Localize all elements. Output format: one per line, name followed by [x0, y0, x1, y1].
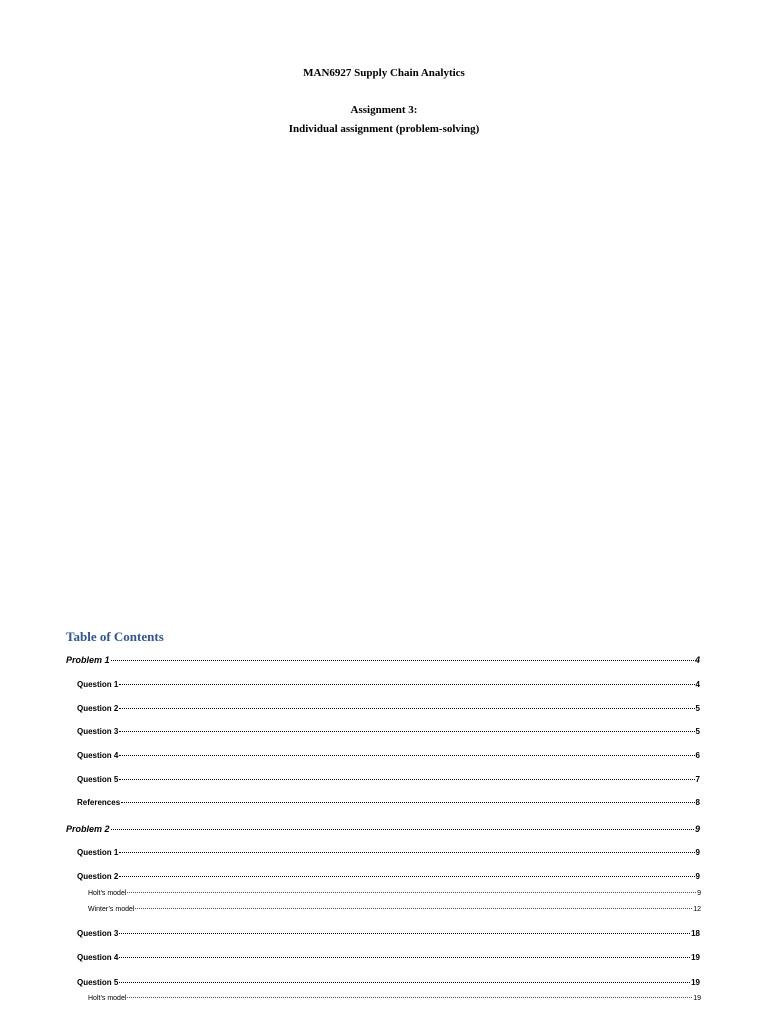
toc-entry-label: References: [77, 798, 121, 807]
assignment-title: Assignment 3:: [350, 104, 418, 116]
toc-leader-dots: [119, 754, 694, 756]
toc-entry-page: 8: [695, 798, 700, 807]
toc-entry-page: 5: [695, 727, 700, 736]
toc-entry-label: Question 1: [77, 848, 119, 857]
toc-entry-question[interactable]: [77, 848, 700, 857]
toc-entry-page: 4: [695, 680, 700, 689]
toc-entry-question[interactable]: [77, 872, 700, 881]
toc-heading: Table of Contents: [66, 629, 164, 644]
course-title: MAN6927 Supply Chain Analytics: [303, 67, 465, 79]
toc-entry-label: Problem 2: [66, 824, 110, 834]
toc-entry-label: Question 4: [77, 751, 119, 760]
toc-entry-page: 6: [695, 751, 700, 760]
toc-entry-label: Question 3: [77, 929, 119, 938]
assignment-subtitle: Individual assignment (problem-solving): [288, 123, 480, 135]
toc-entry-label: Question 1: [77, 680, 119, 689]
toc-entry-page: 5: [695, 704, 700, 713]
toc-leader-dots: [119, 683, 694, 685]
toc-entry-subsection[interactable]: [88, 995, 701, 1002]
toc-entry-label: Holt’s model: [88, 995, 127, 1002]
toc-entry-page: 9: [694, 824, 700, 834]
toc-entry-page: 9: [695, 848, 700, 857]
toc-entry-problem-1[interactable]: [66, 655, 700, 665]
toc-leader-dots: [119, 707, 694, 709]
toc-entry-question[interactable]: [77, 680, 700, 689]
toc-leader-dots: [119, 932, 690, 934]
toc-entry-subsection[interactable]: [88, 890, 701, 897]
toc-leader-dots: [119, 851, 694, 853]
toc-entry-label: Winter’s model: [88, 906, 135, 913]
toc-entry-label: Question 2: [77, 872, 119, 881]
toc-leader-dots: [119, 778, 694, 780]
toc-leader-dots: [135, 907, 692, 909]
toc-leader-dots: [121, 801, 694, 803]
toc-entry-question[interactable]: [77, 775, 700, 784]
toc-entry-page: 19: [691, 953, 700, 962]
toc-entry-page: 19: [691, 978, 700, 987]
toc-entry-question[interactable]: [77, 929, 700, 938]
toc-entry-question[interactable]: [77, 751, 700, 760]
toc-entry-question[interactable]: [77, 727, 700, 736]
toc-leader-dots: [119, 730, 694, 732]
toc-entry-label: Question 2: [77, 704, 119, 713]
toc-leader-dots: [111, 828, 694, 830]
toc-entry-question[interactable]: [77, 978, 700, 987]
toc-leader-dots: [111, 659, 694, 661]
toc-entry-subsection[interactable]: [88, 906, 701, 913]
toc-entry-label: Question 4: [77, 953, 119, 962]
toc-leader-dots: [119, 956, 690, 958]
toc-entry-page: 9: [697, 890, 701, 897]
toc-entry-page: 9: [695, 872, 700, 881]
toc-leader-dots: [119, 981, 690, 983]
toc-entry-references[interactable]: [77, 798, 700, 807]
toc-leader-dots: [119, 875, 694, 877]
toc-entry-question[interactable]: [77, 704, 700, 713]
toc-entry-label: Question 3: [77, 727, 119, 736]
toc-entry-problem-2[interactable]: [66, 824, 700, 834]
toc-entry-label: Problem 1: [66, 655, 110, 665]
toc-entry-label: Holt’s model: [88, 890, 127, 897]
toc-leader-dots: [127, 996, 692, 998]
toc-entry-page: 4: [694, 655, 700, 665]
toc-entry-page: 19: [693, 995, 701, 1002]
toc-entry-page: 12: [693, 906, 701, 913]
toc-entry-label: Question 5: [77, 775, 119, 784]
toc-entry-question[interactable]: [77, 953, 700, 962]
toc-leader-dots: [127, 891, 696, 893]
toc-entry-label: Question 5: [77, 978, 119, 987]
toc-entry-page: 7: [695, 775, 700, 784]
toc-entry-page: 18: [691, 929, 700, 938]
